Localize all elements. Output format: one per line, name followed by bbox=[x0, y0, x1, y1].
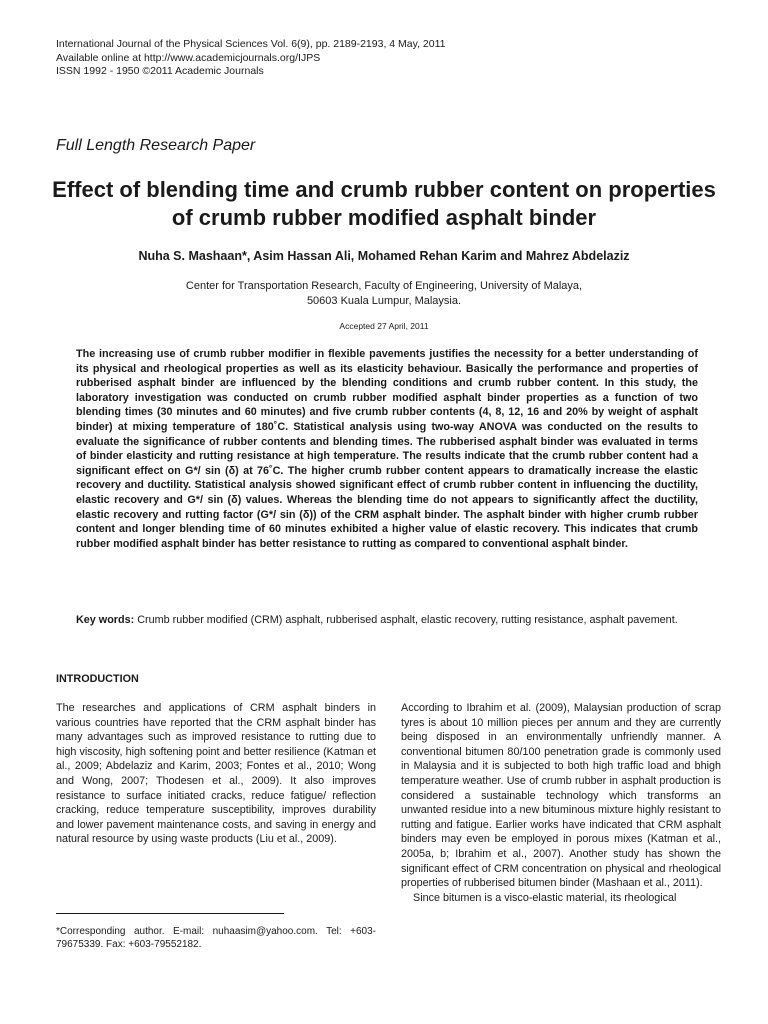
accepted-date: Accepted 27 April, 2011 bbox=[339, 321, 429, 331]
keywords-text: Crumb rubber modified (CRM) asphalt, rubberised asphalt, elastic recovery, rutting resistance, asphalt pavement. bbox=[137, 614, 678, 626]
left-column bbox=[56, 701, 376, 847]
journal-issn: ISSN 1992 - 1950 ©2011 Academic Journals bbox=[56, 65, 264, 77]
keywords-label: Key words: bbox=[76, 614, 135, 626]
journal-url: Available online at http://www.academicjournals.org/IJPS bbox=[56, 51, 321, 64]
affiliation-line-1: Center for Transportation Research, Faculty of Engineering, University of Malaya, bbox=[185, 280, 583, 292]
intro-paragraph-1: The researches and applications of CRM asphalt binders in various countries have reported that the CRM asphalt binder has many advantages such as improved resistance to rutting due to high viscosity, high softening point and better resilience (Katman et al., 2009; Abdelaziz and Karim, 2003; Fontes et al., 2010; Wong and Wong, 2007; Thodesen et al., 2009). It also improves resistance to surface initiated cracks, reduce fatigue/ reflection cracking, reduce temperature susceptibility, improves durability and lower pavement maintenance costs, and saving in energy and natural resource by using waste products (Liu et al., 2009). bbox=[56, 702, 376, 846]
abstract: The increasing use of crumb rubber modifier in flexible pavements justifies the necessity for a better understanding of its physical and rheological properties as well as its elasticity behaviour. Basically the performance and properties of rubberised asphalt binder are influenced by the blending conditions and crumb rubber content. In this study, the laboratory investigation was conducted on crumb rubber modified asphalt binder properties as a function of two blending times (30 minutes and 60 minutes) and five crumb rubber contents (4, 8, 12, 16 and 20% by weight of asphalt binder) at mixing temperature of 180˚C. Statistical analysis using two-way ANOVA was conducted on the results to evaluate the significance of rubber contents and blending times. The rubberised asphalt binder was evaluated in terms of binder elasticity and rutting resistance at high temperature. The results indicate that the crumb rubber content had a significant effect on G*/ sin (δ) at 76˚C. The higher crumb rubber content appears to dramatically increase the elastic recovery and ductility. Statistical analysis showed significant effect of crumb rubber content in influencing the ductility, elastic recovery and G*/ sin (δ) values. Whereas the blending time do not appears to significantly affect the ductility, elastic recovery and rutting factor (G*/ sin (δ)) of the CRM asphalt binder. The asphalt binder with higher crumb rubber content and longer blending time of 60 minutes exhibited a higher value of elastic recovery. This indicates that crumb rubber modified asphalt binder has better resistance to rutting as compared to conventional asphalt binder. bbox=[76, 348, 698, 550]
journal-citation: International Journal of the Physical Sciences Vol. 6(9), pp. 2189-2193, 4 May, 2011 bbox=[56, 38, 446, 50]
intro-paragraph-2: According to Ibrahim et al. (2009), Malaysian production of scrap tyres is about 10 million pieces per annum and they are currently being disposed in an environmentally unfriendly manner. A conventional bitumen 80/100 penetration grade is commonly used in Malaysia and it is subjected to both high traffic load and bhigh temperature weather. Use of crumb rubber in asphalt production is considered a sustainable technology which transforms an unwanted residue into a new bituminous mixture highly resistant to rutting and fatigue. Earlier works have indicated that CRM asphalt binders may even be employed in porous mixes (Katman et al., 2005a, b; Ibrahim et al., 2007). Another study has shown the significant effect of CRM concentration on physical and rheological properties of rubberised bitumen binder (Mashaan et al., 2011). bbox=[401, 702, 721, 890]
paper-title: Effect of blending time and crumb rubber content on properties of crumb rubber modified asphalt binder bbox=[52, 177, 716, 230]
footnote-divider bbox=[56, 913, 284, 914]
intro-paragraph-3: Since bitumen is a visco-elastic material, its rheological bbox=[413, 891, 677, 904]
corresponding-author-footnote: *Corresponding author. E-mail: nuhaasim@yahoo.com. Tel: +603-79675339. Fax: +603-79552182. bbox=[56, 926, 376, 950]
right-column bbox=[401, 701, 721, 905]
keywords bbox=[76, 613, 698, 628]
section-heading-introduction: INTRODUCTION bbox=[56, 673, 139, 685]
paper-type: Full Length Research Paper bbox=[56, 137, 256, 154]
journal-header bbox=[56, 38, 446, 79]
affiliation bbox=[80, 279, 688, 309]
affiliation-line-2: 50603 Kuala Lumpur, Malaysia. bbox=[306, 295, 462, 307]
author-list: Nuha S. Mashaan*, Asim Hassan Ali, Mohamed Rehan Karim and Mahrez Abdelaziz bbox=[138, 249, 630, 263]
